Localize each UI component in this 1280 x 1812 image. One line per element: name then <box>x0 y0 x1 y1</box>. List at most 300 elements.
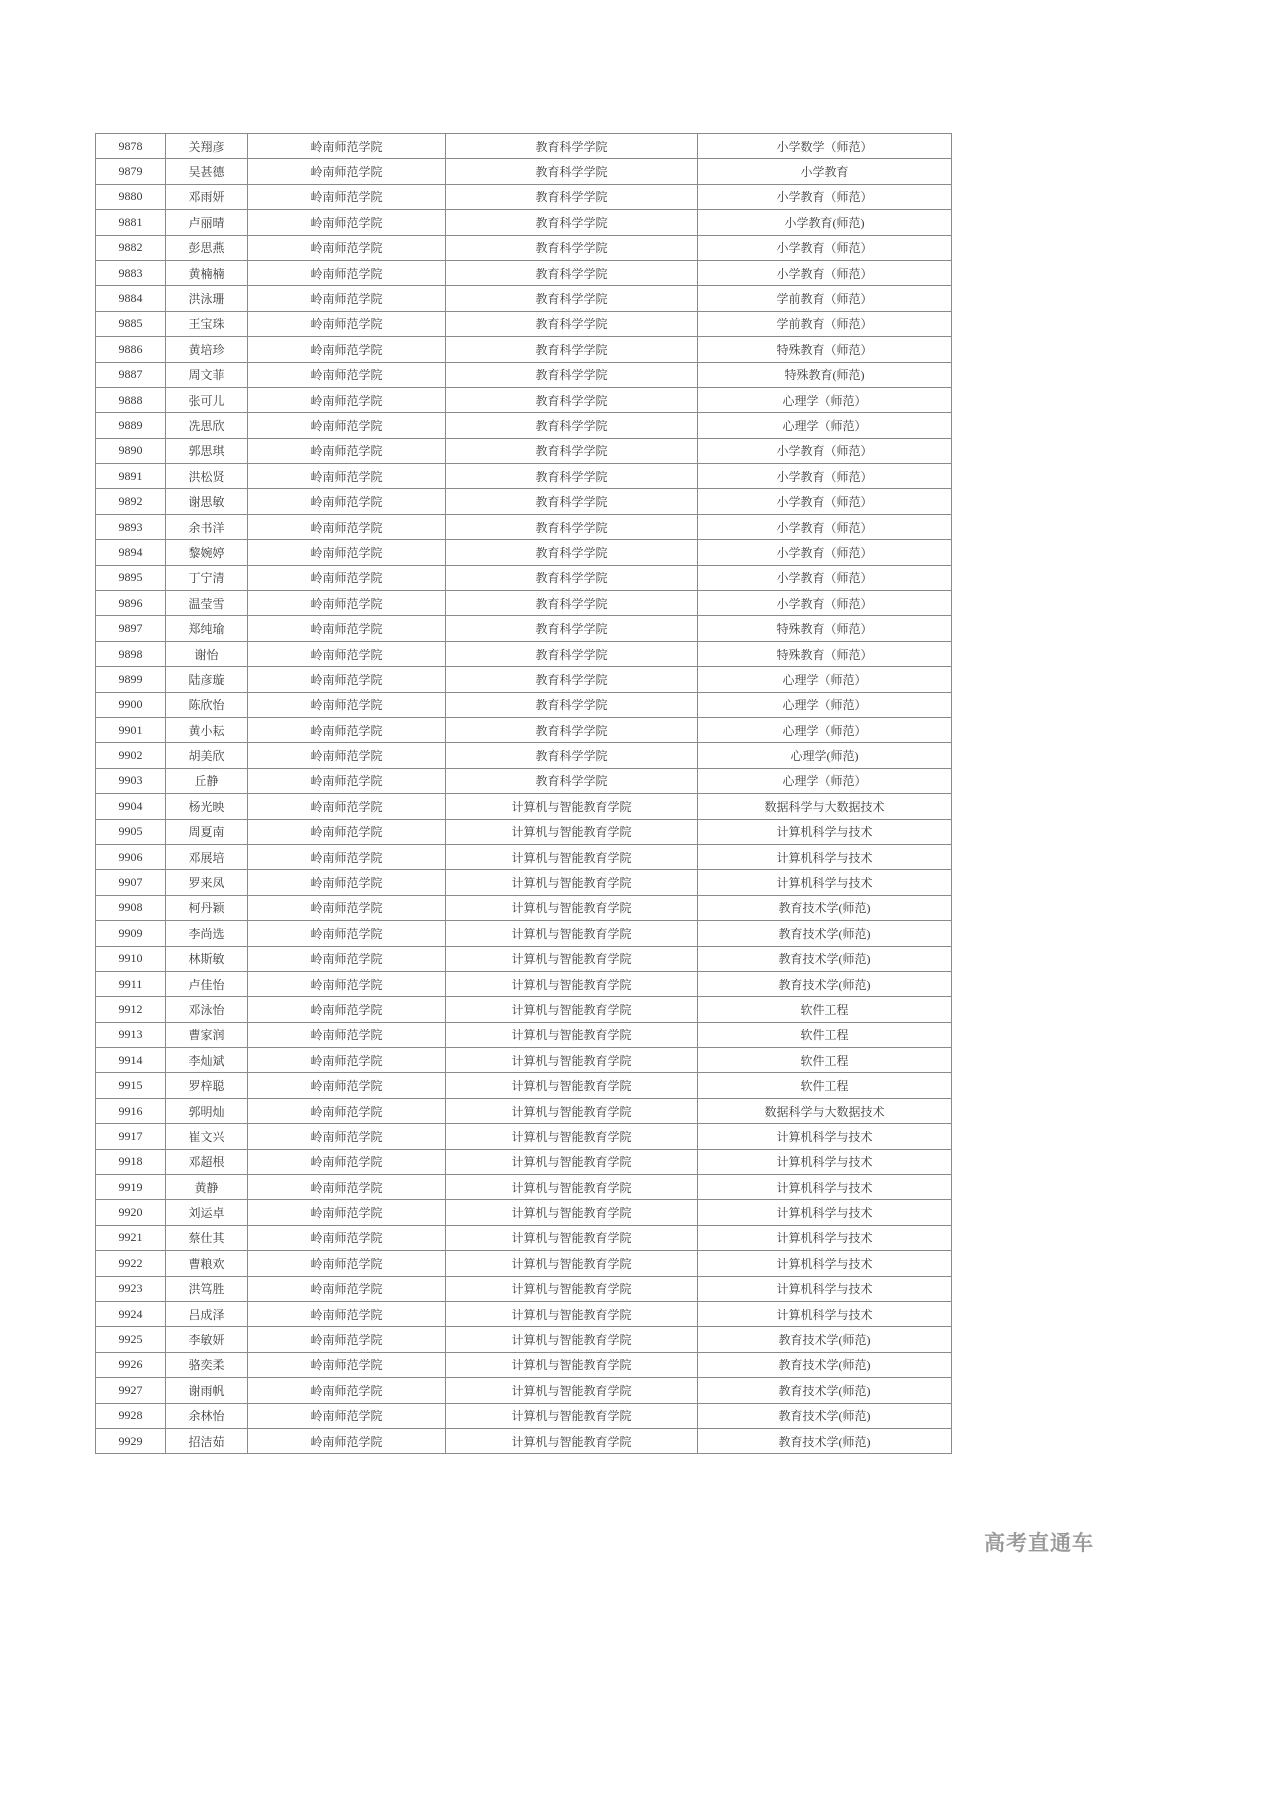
table-row <box>96 514 952 539</box>
cell-major: 教育技术学(师范) <box>698 921 952 946</box>
table-row <box>96 235 952 260</box>
cell-major: 特殊教育（师范） <box>698 616 952 641</box>
cell-major: 小学教育(师范) <box>698 210 952 235</box>
cell-university: 岭南师范学院 <box>248 1175 446 1200</box>
cell-id: 9902 <box>96 743 166 768</box>
cell-college: 计算机与智能教育学院 <box>446 1352 698 1377</box>
table-row <box>96 1225 952 1250</box>
cell-university: 岭南师范学院 <box>248 1225 446 1250</box>
cell-name: 胡美欣 <box>166 743 248 768</box>
cell-university: 岭南师范学院 <box>248 489 446 514</box>
cell-major: 心理学（师范） <box>698 717 952 742</box>
table-row <box>96 1276 952 1301</box>
cell-name: 黄培珍 <box>166 337 248 362</box>
cell-id: 9882 <box>96 235 166 260</box>
cell-university: 岭南师范学院 <box>248 946 446 971</box>
cell-name: 洪笃胜 <box>166 1276 248 1301</box>
cell-name: 洪泳珊 <box>166 286 248 311</box>
cell-major: 特殊教育（师范） <box>698 337 952 362</box>
table-row <box>96 1073 952 1098</box>
cell-id: 9883 <box>96 260 166 285</box>
cell-university: 岭南师范学院 <box>248 641 446 666</box>
table-row <box>96 311 952 336</box>
cell-major: 小学教育（师范） <box>698 260 952 285</box>
cell-id: 9880 <box>96 184 166 209</box>
cell-major: 数据科学与大数据技术 <box>698 794 952 819</box>
cell-id: 9929 <box>96 1428 166 1453</box>
cell-university: 岭南师范学院 <box>248 235 446 260</box>
cell-id: 9899 <box>96 667 166 692</box>
cell-university: 岭南师范学院 <box>248 1073 446 1098</box>
cell-college: 计算机与智能教育学院 <box>446 1175 698 1200</box>
cell-university: 岭南师范学院 <box>248 692 446 717</box>
cell-id: 9910 <box>96 946 166 971</box>
cell-college: 计算机与智能教育学院 <box>446 1378 698 1403</box>
cell-id: 9878 <box>96 134 166 159</box>
cell-id: 9881 <box>96 210 166 235</box>
cell-id: 9885 <box>96 311 166 336</box>
cell-id: 9927 <box>96 1378 166 1403</box>
table-row <box>96 413 952 438</box>
cell-university: 岭南师范学院 <box>248 210 446 235</box>
cell-university: 岭南师范学院 <box>248 464 446 489</box>
cell-id: 9879 <box>96 159 166 184</box>
cell-college: 教育科学学院 <box>446 413 698 438</box>
cell-id: 9904 <box>96 794 166 819</box>
table-row <box>96 819 952 844</box>
cell-university: 岭南师范学院 <box>248 1149 446 1174</box>
table-row <box>96 1022 952 1047</box>
cell-id: 9895 <box>96 565 166 590</box>
cell-name: 王宝珠 <box>166 311 248 336</box>
cell-id: 9923 <box>96 1276 166 1301</box>
cell-name: 李尚选 <box>166 921 248 946</box>
cell-college: 计算机与智能教育学院 <box>446 1124 698 1149</box>
cell-college: 教育科学学院 <box>446 743 698 768</box>
cell-id: 9907 <box>96 870 166 895</box>
cell-name: 罗梓聪 <box>166 1073 248 1098</box>
cell-university: 岭南师范学院 <box>248 743 446 768</box>
cell-id: 9918 <box>96 1149 166 1174</box>
cell-id: 9889 <box>96 413 166 438</box>
table-body <box>96 134 952 1454</box>
cell-id: 9905 <box>96 819 166 844</box>
cell-university: 岭南师范学院 <box>248 159 446 184</box>
cell-id: 9922 <box>96 1251 166 1276</box>
cell-major: 计算机科学与技术 <box>698 1149 952 1174</box>
cell-name: 郭明灿 <box>166 1098 248 1123</box>
cell-major: 心理学（师范） <box>698 768 952 793</box>
cell-id: 9891 <box>96 464 166 489</box>
cell-id: 9884 <box>96 286 166 311</box>
table-row <box>96 971 952 996</box>
cell-name: 罗来凤 <box>166 870 248 895</box>
cell-college: 计算机与智能教育学院 <box>446 1022 698 1047</box>
cell-college: 计算机与智能教育学院 <box>446 1301 698 1326</box>
cell-university: 岭南师范学院 <box>248 616 446 641</box>
cell-university: 岭南师范学院 <box>248 1301 446 1326</box>
table-row <box>96 1048 952 1073</box>
cell-id: 9920 <box>96 1200 166 1225</box>
cell-college: 计算机与智能教育学院 <box>446 1225 698 1250</box>
cell-major: 小学教育（师范） <box>698 591 952 616</box>
cell-name: 黄静 <box>166 1175 248 1200</box>
cell-major: 小学教育（师范） <box>698 540 952 565</box>
cell-major: 计算机科学与技术 <box>698 1225 952 1250</box>
cell-major: 小学教育（师范） <box>698 235 952 260</box>
cell-university: 岭南师范学院 <box>248 1276 446 1301</box>
cell-major: 计算机科学与技术 <box>698 844 952 869</box>
cell-college: 计算机与智能教育学院 <box>446 895 698 920</box>
cell-university: 岭南师范学院 <box>248 971 446 996</box>
table-row <box>96 387 952 412</box>
cell-university: 岭南师范学院 <box>248 1251 446 1276</box>
cell-university: 岭南师范学院 <box>248 1327 446 1352</box>
cell-name: 李灿斌 <box>166 1048 248 1073</box>
cell-name: 招洁茹 <box>166 1428 248 1453</box>
cell-name: 丁宁清 <box>166 565 248 590</box>
cell-college: 教育科学学院 <box>446 387 698 412</box>
cell-name: 黄楠楠 <box>166 260 248 285</box>
cell-major: 软件工程 <box>698 1048 952 1073</box>
cell-major: 学前教育（师范） <box>698 286 952 311</box>
cell-name: 丘静 <box>166 768 248 793</box>
cell-major: 软件工程 <box>698 1073 952 1098</box>
cell-name: 冼思欣 <box>166 413 248 438</box>
cell-name: 谢雨帆 <box>166 1378 248 1403</box>
cell-id: 9919 <box>96 1175 166 1200</box>
cell-college: 计算机与智能教育学院 <box>446 1073 698 1098</box>
table-row <box>96 895 952 920</box>
cell-university: 岭南师范学院 <box>248 717 446 742</box>
table-row <box>96 337 952 362</box>
cell-university: 岭南师范学院 <box>248 794 446 819</box>
cell-major: 心理学（师范） <box>698 667 952 692</box>
cell-college: 教育科学学院 <box>446 540 698 565</box>
cell-major: 计算机科学与技术 <box>698 1124 952 1149</box>
cell-name: 曹家润 <box>166 1022 248 1047</box>
table-row <box>96 1403 952 1428</box>
cell-college: 计算机与智能教育学院 <box>446 819 698 844</box>
cell-major: 学前教育（师范） <box>698 311 952 336</box>
cell-college: 教育科学学院 <box>446 210 698 235</box>
cell-name: 郭思琪 <box>166 438 248 463</box>
cell-university: 岭南师范学院 <box>248 1048 446 1073</box>
cell-college: 教育科学学院 <box>446 514 698 539</box>
table-row <box>96 1378 952 1403</box>
cell-college: 教育科学学院 <box>446 641 698 666</box>
cell-university: 岭南师范学院 <box>248 134 446 159</box>
cell-id: 9911 <box>96 971 166 996</box>
cell-college: 教育科学学院 <box>446 311 698 336</box>
cell-college: 教育科学学院 <box>446 362 698 387</box>
cell-college: 计算机与智能教育学院 <box>446 921 698 946</box>
cell-id: 9896 <box>96 591 166 616</box>
table-row <box>96 540 952 565</box>
cell-college: 教育科学学院 <box>446 464 698 489</box>
cell-college: 教育科学学院 <box>446 260 698 285</box>
cell-university: 岭南师范学院 <box>248 362 446 387</box>
cell-name: 邓超根 <box>166 1149 248 1174</box>
cell-college: 教育科学学院 <box>446 134 698 159</box>
cell-university: 岭南师范学院 <box>248 184 446 209</box>
cell-major: 小学教育（师范） <box>698 565 952 590</box>
cell-major: 特殊教育（师范） <box>698 641 952 666</box>
cell-major: 小学教育（师范） <box>698 489 952 514</box>
cell-university: 岭南师范学院 <box>248 1428 446 1453</box>
table-row <box>96 870 952 895</box>
cell-major: 小学教育（师范） <box>698 464 952 489</box>
table-row <box>96 717 952 742</box>
cell-name: 黄小耘 <box>166 717 248 742</box>
cell-college: 计算机与智能教育学院 <box>446 1149 698 1174</box>
cell-university: 岭南师范学院 <box>248 895 446 920</box>
table-row <box>96 210 952 235</box>
cell-id: 9900 <box>96 692 166 717</box>
cell-major: 计算机科学与技术 <box>698 1200 952 1225</box>
table-row <box>96 1124 952 1149</box>
cell-college: 教育科学学院 <box>446 159 698 184</box>
table-row <box>96 1352 952 1377</box>
cell-college: 教育科学学院 <box>446 692 698 717</box>
cell-university: 岭南师范学院 <box>248 1022 446 1047</box>
table-row <box>96 260 952 285</box>
cell-name: 洪松贤 <box>166 464 248 489</box>
cell-university: 岭南师范学院 <box>248 768 446 793</box>
cell-college: 计算机与智能教育学院 <box>446 1403 698 1428</box>
cell-college: 教育科学学院 <box>446 235 698 260</box>
cell-id: 9901 <box>96 717 166 742</box>
cell-id: 9897 <box>96 616 166 641</box>
cell-id: 9906 <box>96 844 166 869</box>
table-row <box>96 464 952 489</box>
cell-college: 计算机与智能教育学院 <box>446 1327 698 1352</box>
cell-name: 杨光映 <box>166 794 248 819</box>
table-row <box>96 1327 952 1352</box>
cell-college: 教育科学学院 <box>446 184 698 209</box>
cell-name: 温莹雪 <box>166 591 248 616</box>
cell-name: 黎婉婷 <box>166 540 248 565</box>
cell-name: 曹粮欢 <box>166 1251 248 1276</box>
cell-major: 数据科学与大数据技术 <box>698 1098 952 1123</box>
cell-major: 教育技术学(师范) <box>698 1403 952 1428</box>
cell-id: 9888 <box>96 387 166 412</box>
table-row <box>96 1098 952 1123</box>
cell-major: 教育技术学(师范) <box>698 1352 952 1377</box>
student-roster-table <box>95 133 952 1454</box>
cell-university: 岭南师范学院 <box>248 1378 446 1403</box>
cell-university: 岭南师范学院 <box>248 565 446 590</box>
table-row <box>96 184 952 209</box>
cell-college: 计算机与智能教育学院 <box>446 1098 698 1123</box>
cell-college: 教育科学学院 <box>446 768 698 793</box>
cell-college: 计算机与智能教育学院 <box>446 946 698 971</box>
table-row <box>96 1428 952 1453</box>
cell-college: 教育科学学院 <box>446 565 698 590</box>
cell-id: 9926 <box>96 1352 166 1377</box>
table-row <box>96 134 952 159</box>
cell-university: 岭南师范学院 <box>248 870 446 895</box>
cell-id: 9898 <box>96 641 166 666</box>
cell-major: 特殊教育(师范) <box>698 362 952 387</box>
cell-name: 卢佳怡 <box>166 971 248 996</box>
cell-university: 岭南师范学院 <box>248 819 446 844</box>
cell-college: 计算机与智能教育学院 <box>446 1200 698 1225</box>
cell-id: 9928 <box>96 1403 166 1428</box>
cell-name: 陈欣怡 <box>166 692 248 717</box>
table-row <box>96 616 952 641</box>
cell-university: 岭南师范学院 <box>248 438 446 463</box>
cell-name: 郑纯瑜 <box>166 616 248 641</box>
cell-name: 陆彦璇 <box>166 667 248 692</box>
cell-university: 岭南师范学院 <box>248 1352 446 1377</box>
table-row <box>96 565 952 590</box>
cell-university: 岭南师范学院 <box>248 540 446 565</box>
cell-major: 心理学（师范） <box>698 387 952 412</box>
cell-university: 岭南师范学院 <box>248 1403 446 1428</box>
cell-major: 软件工程 <box>698 1022 952 1047</box>
cell-major: 心理学（师范） <box>698 692 952 717</box>
cell-major: 教育技术学(师范) <box>698 1378 952 1403</box>
cell-id: 9917 <box>96 1124 166 1149</box>
cell-id: 9913 <box>96 1022 166 1047</box>
cell-id: 9909 <box>96 921 166 946</box>
table-row <box>96 667 952 692</box>
cell-major: 教育技术学(师范) <box>698 971 952 996</box>
cell-university: 岭南师范学院 <box>248 413 446 438</box>
table-row <box>96 591 952 616</box>
cell-name: 李敏妍 <box>166 1327 248 1352</box>
cell-major: 计算机科学与技术 <box>698 1251 952 1276</box>
cell-name: 张可儿 <box>166 387 248 412</box>
cell-university: 岭南师范学院 <box>248 921 446 946</box>
cell-id: 9887 <box>96 362 166 387</box>
cell-college: 计算机与智能教育学院 <box>446 844 698 869</box>
cell-id: 9893 <box>96 514 166 539</box>
cell-college: 教育科学学院 <box>446 616 698 641</box>
cell-university: 岭南师范学院 <box>248 1200 446 1225</box>
cell-name: 崔文兴 <box>166 1124 248 1149</box>
cell-college: 计算机与智能教育学院 <box>446 1276 698 1301</box>
cell-major: 教育技术学(师范) <box>698 1327 952 1352</box>
cell-name: 林斯敏 <box>166 946 248 971</box>
table-row <box>96 794 952 819</box>
cell-name: 余林怡 <box>166 1403 248 1428</box>
cell-major: 小学教育（师范） <box>698 184 952 209</box>
cell-major: 计算机科学与技术 <box>698 1276 952 1301</box>
cell-name: 蔡仕其 <box>166 1225 248 1250</box>
cell-name: 邓展培 <box>166 844 248 869</box>
cell-college: 计算机与智能教育学院 <box>446 1048 698 1073</box>
cell-university: 岭南师范学院 <box>248 1098 446 1123</box>
cell-id: 9892 <box>96 489 166 514</box>
cell-id: 9916 <box>96 1098 166 1123</box>
cell-id: 9912 <box>96 997 166 1022</box>
cell-id: 9921 <box>96 1225 166 1250</box>
table-row <box>96 946 952 971</box>
cell-id: 9894 <box>96 540 166 565</box>
cell-id: 9886 <box>96 337 166 362</box>
cell-name: 彭思燕 <box>166 235 248 260</box>
table-row <box>96 159 952 184</box>
cell-university: 岭南师范学院 <box>248 514 446 539</box>
cell-name: 柯丹颖 <box>166 895 248 920</box>
cell-major: 小学教育（师范） <box>698 514 952 539</box>
watermark-text: 高考直通车 <box>984 1532 1094 1555</box>
cell-college: 教育科学学院 <box>446 337 698 362</box>
cell-university: 岭南师范学院 <box>248 591 446 616</box>
table-row <box>96 1301 952 1326</box>
table-row <box>96 489 952 514</box>
cell-major: 计算机科学与技术 <box>698 1175 952 1200</box>
cell-name: 周文菲 <box>166 362 248 387</box>
cell-university: 岭南师范学院 <box>248 844 446 869</box>
cell-name: 邓泳怡 <box>166 997 248 1022</box>
cell-college: 计算机与智能教育学院 <box>446 870 698 895</box>
student-roster-table-container <box>95 133 951 1454</box>
cell-id: 9915 <box>96 1073 166 1098</box>
cell-name: 邓雨妍 <box>166 184 248 209</box>
cell-name: 骆奕柔 <box>166 1352 248 1377</box>
cell-id: 9924 <box>96 1301 166 1326</box>
table-row <box>96 844 952 869</box>
cell-major: 小学教育（师范） <box>698 438 952 463</box>
table-row <box>96 1251 952 1276</box>
cell-college: 教育科学学院 <box>446 286 698 311</box>
table-row <box>96 1200 952 1225</box>
cell-name: 刘运卓 <box>166 1200 248 1225</box>
cell-college: 计算机与智能教育学院 <box>446 971 698 996</box>
table-row <box>96 1175 952 1200</box>
table-row <box>96 362 952 387</box>
cell-name: 吴甚德 <box>166 159 248 184</box>
cell-major: 教育技术学(师范) <box>698 895 952 920</box>
table-row <box>96 286 952 311</box>
cell-college: 计算机与智能教育学院 <box>446 997 698 1022</box>
cell-college: 计算机与智能教育学院 <box>446 1251 698 1276</box>
table-row <box>96 641 952 666</box>
cell-college: 教育科学学院 <box>446 438 698 463</box>
cell-university: 岭南师范学院 <box>248 387 446 412</box>
cell-name: 余书洋 <box>166 514 248 539</box>
cell-major: 计算机科学与技术 <box>698 1301 952 1326</box>
cell-college: 计算机与智能教育学院 <box>446 794 698 819</box>
cell-major: 心理学（师范） <box>698 413 952 438</box>
cell-id: 9890 <box>96 438 166 463</box>
cell-name: 周夏南 <box>166 819 248 844</box>
cell-major: 计算机科学与技术 <box>698 870 952 895</box>
cell-college: 教育科学学院 <box>446 667 698 692</box>
cell-name: 谢怡 <box>166 641 248 666</box>
cell-major: 计算机科学与技术 <box>698 819 952 844</box>
table-row <box>96 438 952 463</box>
cell-name: 谢思敏 <box>166 489 248 514</box>
cell-university: 岭南师范学院 <box>248 286 446 311</box>
table-row <box>96 768 952 793</box>
cell-name: 吕成泽 <box>166 1301 248 1326</box>
cell-major: 心理学(师范) <box>698 743 952 768</box>
cell-university: 岭南师范学院 <box>248 311 446 336</box>
cell-university: 岭南师范学院 <box>248 667 446 692</box>
table-row <box>96 921 952 946</box>
cell-major: 教育技术学(师范) <box>698 1428 952 1453</box>
cell-major: 小学数学（师范） <box>698 134 952 159</box>
cell-college: 计算机与智能教育学院 <box>446 1428 698 1453</box>
cell-id: 9925 <box>96 1327 166 1352</box>
cell-name: 关翔彦 <box>166 134 248 159</box>
cell-id: 9908 <box>96 895 166 920</box>
cell-university: 岭南师范学院 <box>248 260 446 285</box>
